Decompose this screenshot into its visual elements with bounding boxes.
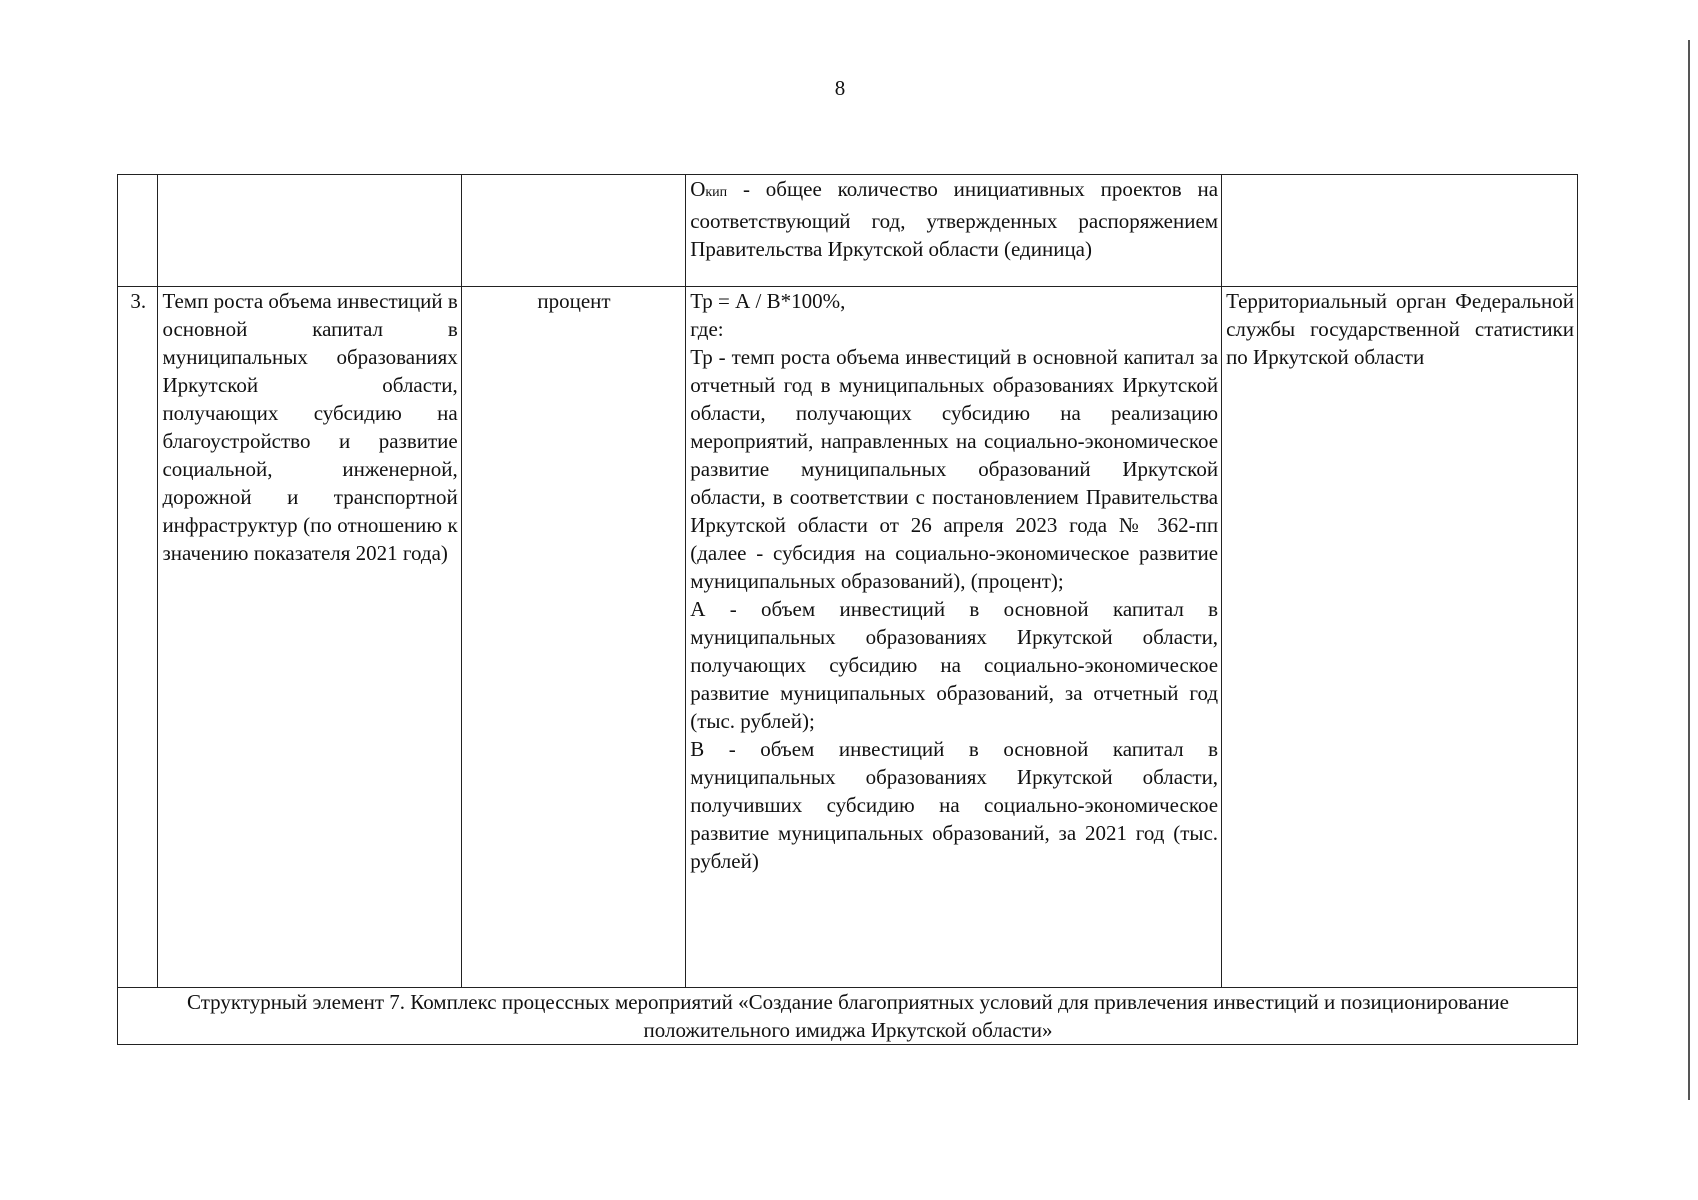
cell-formula — [686, 287, 1222, 988]
cell-formula-okip — [686, 175, 1222, 287]
cell-row-number: 3. — [118, 287, 158, 988]
page-number: 8 — [834, 76, 846, 100]
cell-unit: процент — [461, 287, 685, 988]
table-row-indicator-3 — [118, 287, 1578, 988]
formula-okip-text: - общее количество инициативных проектов на соответствующий год, утвержденных распоряжением Правительства Иркутской области (единица) — [690, 177, 1219, 261]
formula-b-definition: В - объем инвестиций в основной капитал в муниципальных образованиях Иркутской области, получивших субсидию на социально-экономическое развитие муниципальных образований, за 2021 год (тыс. рублей) — [690, 737, 1219, 873]
cell-data-source: Территориальный орган Федеральной службы государственной статистики по Иркутской области — [1222, 287, 1578, 988]
cell-number-empty — [118, 175, 158, 287]
cell-name-empty — [158, 175, 461, 287]
formula-expression: Тр = А / В*100%, — [690, 289, 846, 313]
cell-unit-empty — [461, 175, 685, 287]
formula-a-definition: А - объем инвестиций в основной капитал в муниципальных образованиях Иркутской области, получающих субсидию на социально-экономическое развитие муниципальных образований, за отчетный год (тыс. рублей); — [690, 597, 1219, 733]
formula-tr-definition: Тр - темп роста объема инвестиций в основной капитал за отчетный год в муниципальных образованиях Иркутской области, получающих субсидию на реализацию мероприятий, направленных на социально-экономическое развитие муниципальных образований Иркутской области, в соответствии с постановлением Правительства Иркутской области от 26 апреля 2023 года № 362-пп (далее - субсидия на социально-экономическое развитие муниципальных образований), (процент); — [690, 345, 1219, 593]
formula-subscript: кип — [705, 185, 728, 200]
formula-where: где: — [690, 317, 724, 341]
structural-element-heading: Структурный элемент 7. Комплекс процессных мероприятий «Создание благоприятных условий для привлечения инвестиций и позиционирование положительного имиджа Иркутской области» — [118, 988, 1578, 1045]
table-row-previous-continuation — [118, 175, 1578, 287]
formula-symbol: О — [690, 177, 706, 201]
table-row-structural-element — [118, 988, 1578, 1045]
cell-indicator-name: Темп роста объема инвестиций в основной капитал в муниципальных образованиях Иркутской области, получающих субсидию на благоустройство и развитие социальной, инженерной, дорожной и транспортной инфраструктур (по отношению к значению показателя 2021 года) — [158, 287, 461, 988]
scan-edge-line — [1688, 40, 1690, 1100]
indicators-table — [117, 174, 1578, 1045]
cell-source-empty — [1222, 175, 1578, 287]
